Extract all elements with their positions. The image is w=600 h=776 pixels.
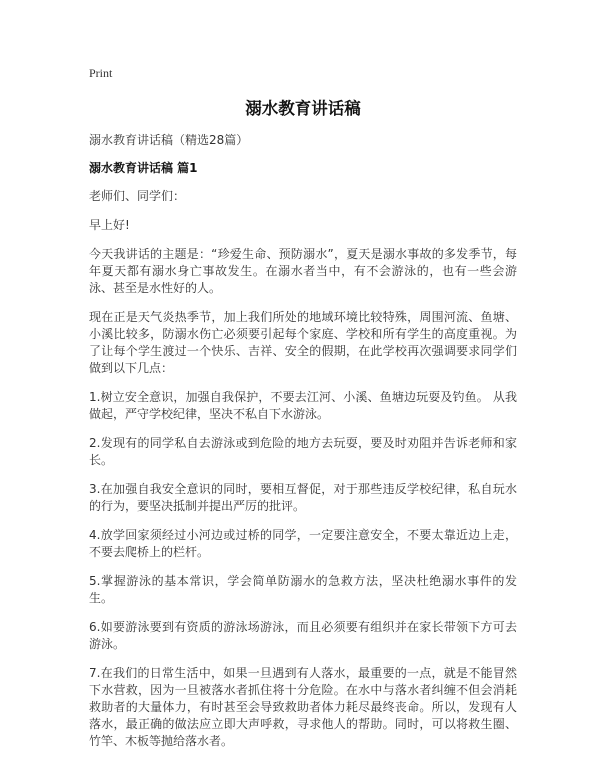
paragraph-rule-5: 5.掌握游泳的基本常识，学会简单防溺水的急救方法，坚决杜绝溺水事件的发生。 [89, 574, 517, 605]
document-page [89, 66, 517, 750]
page-title: 溺水教育讲话稿 [245, 99, 361, 118]
paragraph-morning: 早上好! [89, 218, 130, 232]
paragraph-topic: 今天我讲话的主题是：“珍爱生命、预防溺水”，夏天是溺水事故的多发季节，每年夏天都有溺水身亡事故发生。在溺水者当中，有不会游泳的，也有一些会游泳、甚至是水性好的人。 [89, 247, 517, 295]
paragraph-rule-1: 1.树立安全意识，加强自我保护，不要去江河、小溪、鱼塘边玩耍及钓鱼。 从我做起，严守学校纪律，坚决不私自下水游泳。 [89, 390, 517, 421]
paragraph-context: 现在正是天气炎热季节，加上我们所处的地域环境比较特殊，周围河流、鱼塘、小溪比较多，防溺水伤亡必须要引起每个家庭、学校和所有学生的高度重视。为了让每个学生渡过一个快乐、吉祥、安全的假期，在此学校再次强调要求同学们做到以下几点： [89, 310, 517, 375]
paragraph-greeting: 老师们、同学们： [89, 189, 186, 203]
paragraph-rule-7: 7.在我们的日常生活中，如果一旦遇到有人落水，最重要的一点，就是不能冒然下水营救，因为一旦被落水者抓住将十分危险。在水中与落水者纠缠不但会消耗救助者的大量体力，有时甚至会导致救助者体力耗尽最终丧命。所以，发现有人落水，最正确的做法应立即大声呼救，寻求他人的帮助。同时，可以将救生圈、竹竿、木板等抛给落水者。 [89, 666, 517, 748]
paragraph-rule-3: 3.在加强自我安全意识的同时，要相互督促，对于那些违反学校纪律，私自玩水的行为，要坚决抵制并提出严厉的批评。 [89, 482, 517, 513]
section-heading: 溺水教育讲话稿 篇1 [89, 161, 198, 175]
print-link[interactable]: Print [89, 66, 113, 80]
document-subtitle: 溺水教育讲话稿（精选28篇） [89, 133, 249, 147]
paragraph-rule-2: 2.发现有的同学私自去游泳或到危险的地方去玩耍，要及时劝阻并告诉老师和家长。 [89, 436, 517, 467]
paragraph-rule-6: 6.如要游泳要到有资质的游泳场游泳，而且必须要有组织并在家长带领下方可去游泳。 [89, 620, 517, 651]
paragraph-rule-4: 4.放学回家须经过小河边或过桥的同学，一定要注意安全，不要太靠近边上走，不要去爬桥上的栏杆。 [89, 528, 517, 559]
